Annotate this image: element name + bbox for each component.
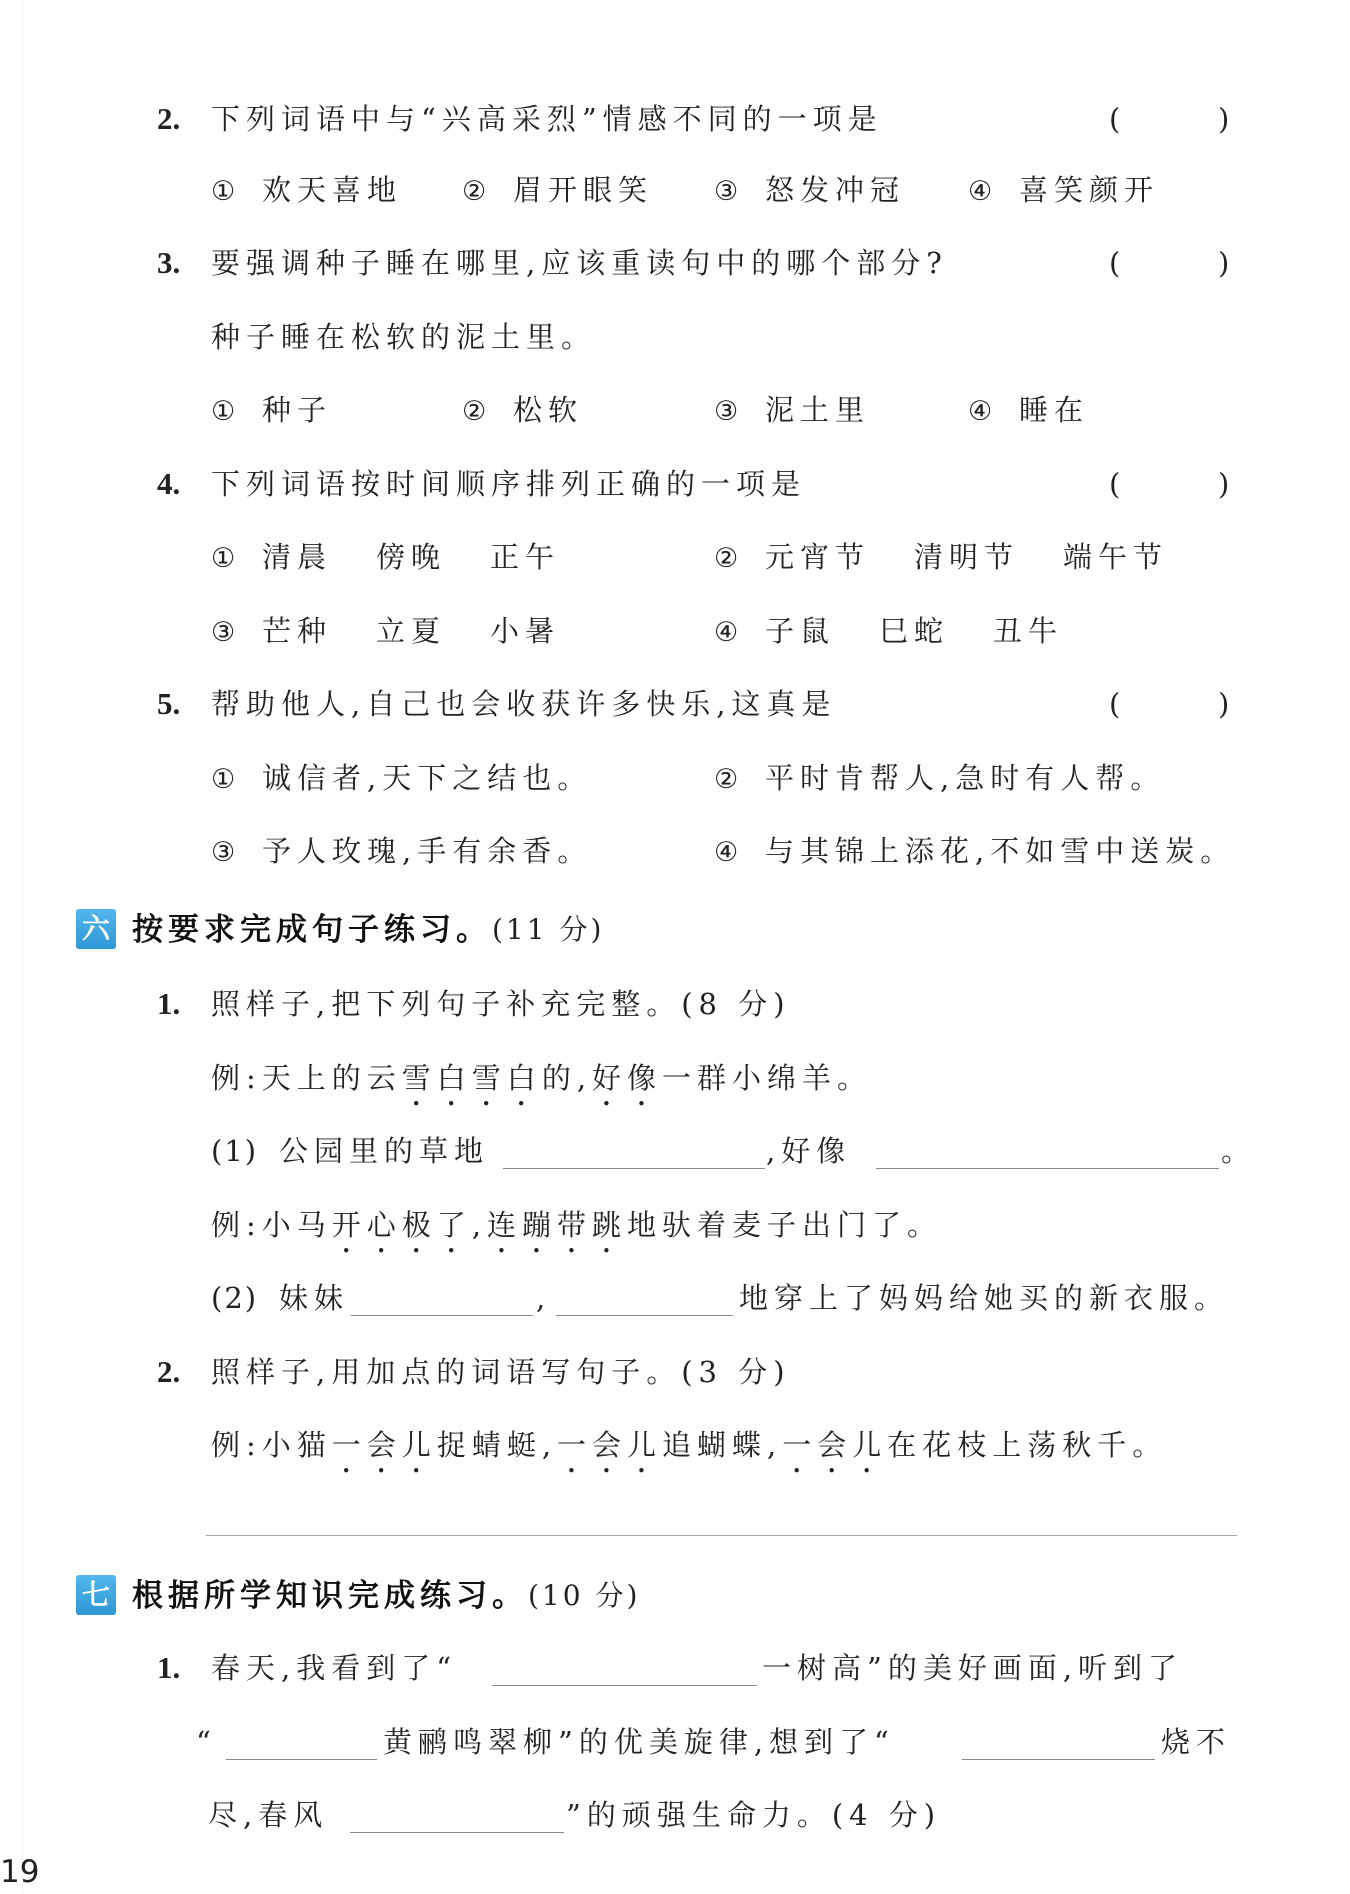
answer-paren-close: ): [1218, 246, 1230, 280]
section-7-badge: 七: [76, 1575, 116, 1615]
question-2-options: [0, 170, 1350, 210]
answer-paren-open: (: [1109, 102, 1121, 136]
question-3-option-1: [211, 390, 332, 432]
example-segment: 的,: [541, 1061, 593, 1095]
section-6-title: 按要求完成句子练习。: [132, 912, 492, 948]
option-word: 小暑: [490, 614, 561, 648]
emphasized-word: 雪白雪白: [401, 1061, 542, 1095]
item-2-middle: ,: [536, 1281, 552, 1315]
fill-item-1: [0, 1131, 1350, 1171]
question-2-option-3: [714, 170, 905, 212]
question-3-sentence-row: [0, 317, 1350, 357]
section-7-q1-line-1: [0, 1648, 1350, 1688]
example-segment: 天上的云: [261, 1061, 402, 1095]
question-5-option-3: [211, 831, 592, 873]
option-label: ④: [968, 396, 993, 427]
option-word: 芒种: [262, 614, 333, 648]
line-1-start: 春天,我看到了“: [211, 1651, 458, 1685]
fill-blank: [492, 1648, 757, 1686]
item-1-end: 。: [1221, 1134, 1257, 1168]
option-text: 平时肯帮人,急时有人帮。: [765, 761, 1166, 795]
question-4-option-1: [211, 537, 604, 579]
section-6-header: [0, 909, 1350, 951]
question-5-row: [0, 684, 1350, 724]
example-segment: 一群小绵羊。: [662, 1061, 873, 1095]
example-segment: 在花枝上荡秋千。: [887, 1428, 1168, 1462]
question-4-option-2: [714, 537, 1212, 579]
option-label: ③: [211, 617, 236, 648]
option-word: 丑牛: [993, 614, 1064, 648]
section-6-badge: 六: [76, 909, 116, 949]
option-label: ④: [968, 176, 993, 207]
example-sentence-3: [0, 1425, 1350, 1465]
answer-paren-open: (: [1109, 687, 1121, 721]
line-1-end: 一树高”的美好画面,听到了: [762, 1651, 1184, 1685]
item-2-label: (2): [211, 1281, 259, 1315]
fill-blank: [226, 1722, 377, 1760]
option-word: 端午节: [1063, 540, 1169, 574]
answer-writing-line: [206, 1535, 1237, 1536]
question-3-options: [0, 390, 1350, 430]
section-6-q2-number: 2.: [157, 1354, 181, 1389]
example-segment: 小马: [261, 1208, 332, 1242]
option-word: 立夏: [376, 614, 447, 648]
fill-blank: [876, 1131, 1219, 1169]
item-1-before: 公园里的草地: [279, 1134, 490, 1168]
section-6-heading: [132, 909, 604, 951]
question-5-option-2: [714, 758, 1165, 800]
question-4-stem: 下列词语按时间顺序排列正确的一项是: [211, 467, 807, 501]
example-segment: 追蝴蝶,: [662, 1428, 783, 1462]
option-text: 睡在: [1019, 393, 1090, 427]
question-2-stem: 下列词语中与“兴高采烈”情感不同的一项是: [211, 102, 883, 136]
example-1-text: [211, 1058, 872, 1113]
question-4-row: [0, 464, 1350, 504]
question-5-stem: 帮助他人,自己也会收获许多快乐,这真是: [211, 687, 837, 721]
option-label: ①: [211, 543, 236, 574]
question-3-option-2: [462, 390, 583, 432]
question-3-option-3: [714, 390, 870, 432]
example-sentence-1: [0, 1058, 1350, 1098]
question-4-options-row-1: [0, 537, 1350, 577]
question-5-number: 5.: [157, 686, 181, 721]
section-6-q2-instruction: 照样子,用加点的词语写句子。(3 分): [211, 1355, 791, 1389]
answer-paren-open: (: [1109, 246, 1121, 280]
option-text: 喜笑颜开: [1019, 173, 1160, 207]
question-5-options-row-2: [0, 831, 1350, 871]
question-3-stem: 要强调种子睡在哪里,应该重读句中的哪个部分?: [211, 246, 948, 280]
emphasized-word: 一会儿: [557, 1428, 663, 1462]
option-label: ②: [714, 543, 739, 574]
fill-blank: [556, 1278, 733, 1316]
question-2-option-2: [462, 170, 653, 212]
option-label: ④: [714, 837, 739, 868]
section-7-q1-number: 1.: [157, 1650, 181, 1685]
fill-blank: [351, 1278, 533, 1316]
line-2-end: 烧不: [1161, 1725, 1232, 1759]
section-7-score: (10 分): [528, 1579, 641, 1612]
question-3-sentence: 种子睡在松软的泥土里。: [211, 320, 597, 354]
emphasized-word: 开心极了: [331, 1208, 472, 1242]
option-word: 子鼠: [765, 614, 836, 648]
line-2-middle: 黄鹂鸣翠柳”的优美旋律,想到了“: [383, 1725, 895, 1759]
option-word: 元宵节: [765, 540, 871, 574]
option-word: 清晨: [262, 540, 333, 574]
example-sentence-2: [0, 1205, 1350, 1245]
line-3-start: 尽,春风: [208, 1798, 329, 1832]
question-4-number: 4.: [157, 466, 181, 501]
option-label: ②: [714, 764, 739, 795]
option-label: ③: [714, 396, 739, 427]
option-text: 欢天喜地: [262, 173, 403, 207]
option-text: 种子: [262, 393, 333, 427]
fill-blank: [350, 1795, 564, 1833]
option-text: 怒发冲冠: [765, 173, 906, 207]
section-6-q1-row: [0, 984, 1350, 1024]
option-text: 眉开眼笑: [513, 173, 654, 207]
question-5-options-row-1: [0, 758, 1350, 798]
item-2-before: 妹妹: [279, 1281, 350, 1315]
answer-paren-close: ): [1218, 102, 1230, 136]
emphasized-word: 连蹦带跳: [487, 1208, 628, 1242]
option-label: ②: [462, 176, 487, 207]
item-2-end: 地穿上了妈妈给她买的新衣服。: [739, 1281, 1230, 1315]
section-7-header: [0, 1575, 1350, 1617]
fill-blank: [503, 1131, 765, 1169]
option-label: ④: [714, 617, 739, 648]
emphasized-word: 好像: [592, 1061, 663, 1095]
section-7-title: 根据所学知识完成练习。: [132, 1578, 528, 1614]
page-number: 19: [0, 1854, 40, 1890]
section-6-q2-row: [0, 1352, 1350, 1392]
item-1-middle: ,好像: [766, 1134, 852, 1168]
example-2-text: [211, 1205, 942, 1260]
option-text: 松软: [513, 393, 584, 427]
question-4-options-row-2: [0, 611, 1350, 651]
option-word: 巳蛇: [879, 614, 950, 648]
section-7-heading: [132, 1575, 640, 1617]
question-5-option-1: [211, 758, 592, 800]
example-3-text: [211, 1425, 1167, 1480]
answer-paren-close: ): [1218, 687, 1230, 721]
section-7-q1-line-2: [0, 1722, 1350, 1762]
question-4-option-3: [211, 611, 604, 653]
question-2-option-1: [211, 170, 402, 212]
question-2-number: 2.: [157, 101, 181, 136]
fill-item-2: [0, 1278, 1350, 1318]
question-3-option-4: [968, 390, 1089, 432]
option-word: 正午: [490, 540, 561, 574]
example-segment: 地驮着麦子出门了。: [627, 1208, 943, 1242]
option-text: 与其锦上添花,不如雪中送炭。: [765, 834, 1236, 868]
line-3-end: ”的顽强生命力。(4 分): [566, 1798, 942, 1832]
question-5-option-4: [714, 831, 1235, 873]
section-7-q1-line-3: [0, 1795, 1350, 1835]
example-segment: 捉蜻蜓,: [436, 1428, 558, 1462]
item-1-label: (1): [211, 1134, 259, 1168]
question-3-number: 3.: [157, 245, 181, 280]
emphasized-word: 一会儿: [782, 1428, 888, 1462]
answer-paren-open: (: [1109, 467, 1121, 501]
option-label: ③: [211, 837, 236, 868]
option-label: ①: [211, 396, 236, 427]
option-label: ①: [211, 176, 236, 207]
example-segment: ,: [471, 1208, 488, 1242]
section-6-q1-number: 1.: [157, 986, 181, 1021]
question-4-option-4: [714, 611, 1107, 653]
line-2-start: “: [196, 1725, 217, 1759]
option-label: ②: [462, 396, 487, 427]
fill-blank: [962, 1722, 1155, 1760]
option-word: 傍晚: [376, 540, 447, 574]
option-label: ③: [714, 176, 739, 207]
example-prefix: 例:: [211, 1428, 262, 1462]
option-label: ①: [211, 764, 236, 795]
option-text: 予人玫瑰,手有余香。: [262, 834, 593, 868]
section-6-q1-instruction: 照样子,把下列句子补充完整。(8 分): [211, 987, 791, 1021]
option-text: 诚信者,天下之结也。: [262, 761, 593, 795]
answer-paren-close: ): [1218, 467, 1230, 501]
question-2-option-4: [968, 170, 1159, 212]
section-6-score: (11 分): [492, 913, 605, 946]
option-word: 清明节: [914, 540, 1020, 574]
option-text: 泥土里: [765, 393, 871, 427]
example-prefix: 例:: [211, 1061, 262, 1095]
question-2-row: [0, 99, 1350, 139]
question-3-row: [0, 243, 1350, 283]
emphasized-word: 一会儿: [331, 1428, 437, 1462]
example-prefix: 例:: [211, 1208, 262, 1242]
example-segment: 小猫: [261, 1428, 332, 1462]
